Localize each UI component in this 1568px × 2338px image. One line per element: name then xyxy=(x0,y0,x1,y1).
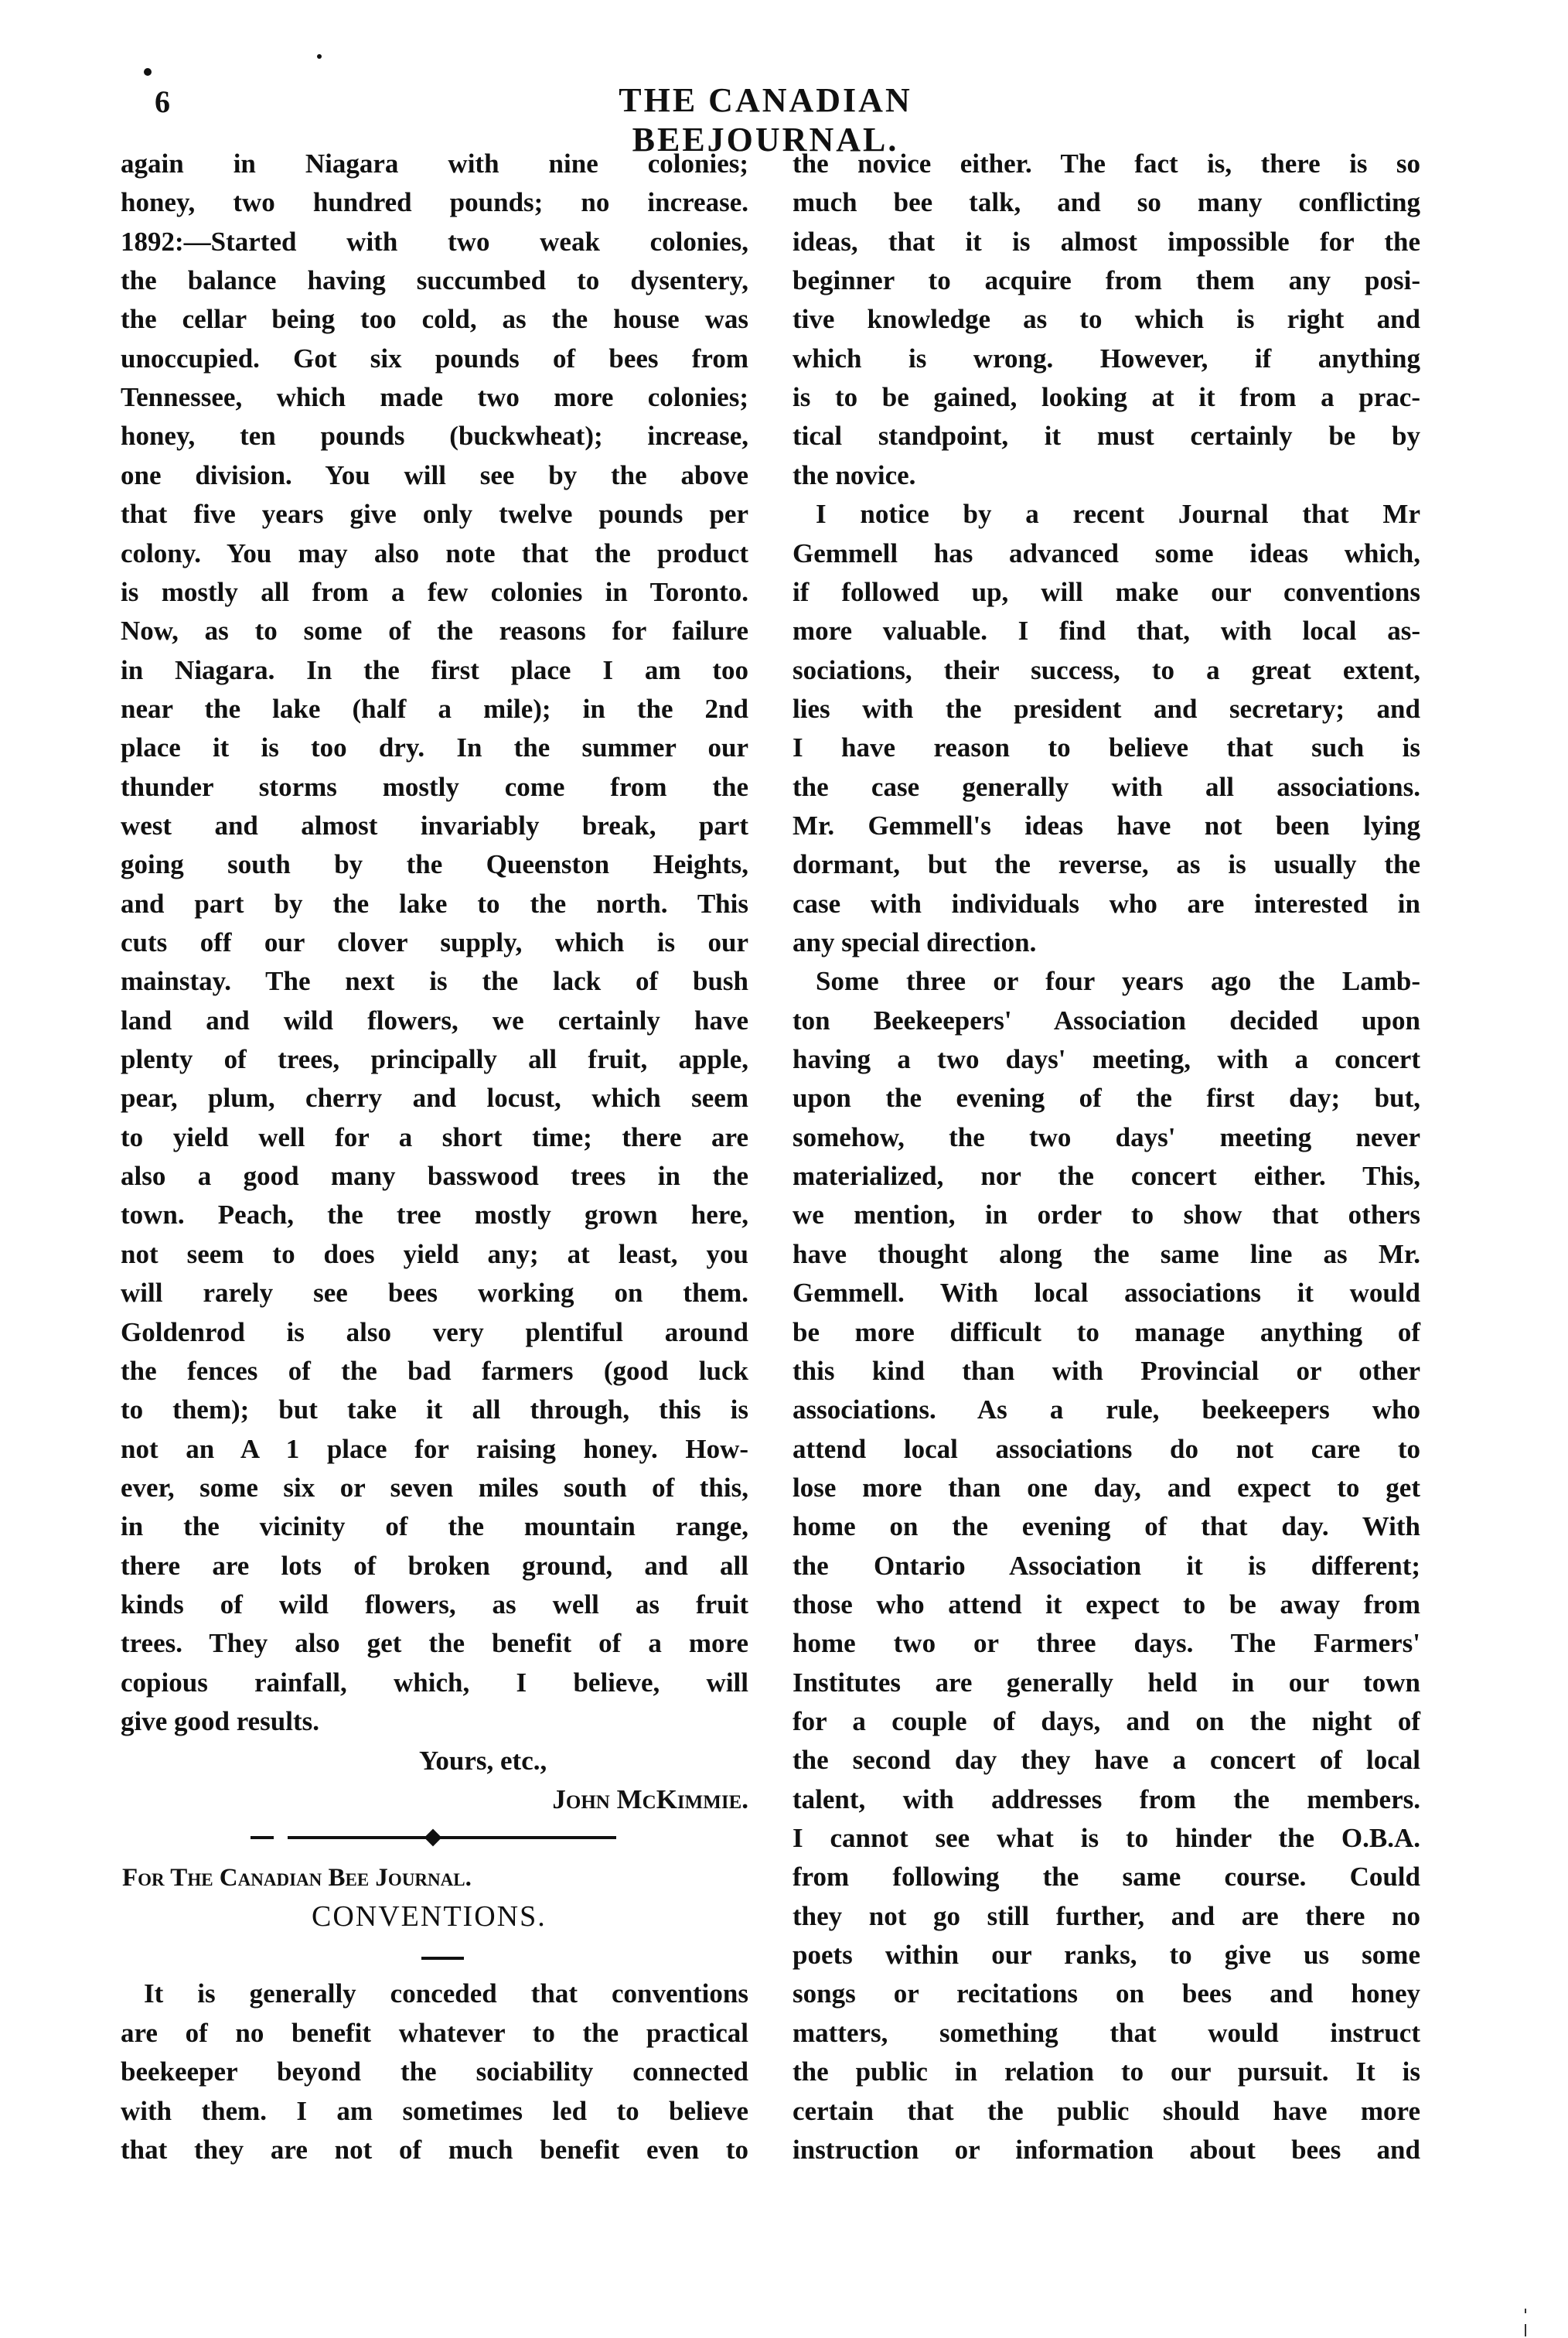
text-line: I notice by a recent Journal that Mr xyxy=(816,499,1420,530)
page-number: 6 xyxy=(155,84,170,119)
text-line: in the vicinity of the mountain range, xyxy=(121,1511,748,1542)
text-line: for a couple of days, and on the night of xyxy=(793,1706,1420,1736)
text-line: sociations, their success, to a great extent, xyxy=(793,654,1420,685)
text-line: having a two days' meeting, with a concert xyxy=(793,1044,1420,1075)
text-line: the Ontario Association it is different; xyxy=(793,1550,1420,1581)
text-line: the public in relation to our pursuit. It is xyxy=(793,2056,1420,2087)
text-line: any special direction. xyxy=(793,927,1037,957)
text-line: 1892:—Started with two weak colonies, xyxy=(121,226,748,257)
text-line: matters, something that would instruct xyxy=(793,2017,1420,2048)
text-line: home two or three days. The Farmers' xyxy=(793,1628,1420,1659)
text-line: the second day they have a concert of local xyxy=(793,1745,1420,1776)
article-title: CONVENTIONS. xyxy=(312,1900,547,1933)
text-line: tical standpoint, it must certainly be by xyxy=(793,421,1420,452)
text-line: ever, some six or seven miles south of this, xyxy=(121,1472,748,1503)
text-line: mainstay. The next is the lack of bush xyxy=(121,966,748,997)
text-line: we mention, in order to show that others xyxy=(793,1200,1420,1230)
text-line: and part by the lake to the north. This xyxy=(121,888,748,919)
text-line: ideas, that it is almost impossible for the xyxy=(793,226,1420,257)
text-line: give good results. xyxy=(121,1706,319,1736)
title-rule xyxy=(421,1957,464,1960)
text-line: colony. You may also note that the product xyxy=(121,538,748,568)
text-line: honey, ten pounds (buckwheat); increase, xyxy=(121,421,748,452)
text-line: to them); but take it all through, this is xyxy=(121,1394,748,1425)
text-line: Tennessee, which made two more colonies; xyxy=(121,382,748,413)
letter-closing: Yours, etc., xyxy=(419,1746,547,1776)
text-line: one division. You will see by the above xyxy=(121,459,748,490)
text-line: much bee talk, and so many conflicting xyxy=(793,187,1420,218)
text-line: not an A 1 place for raising honey. How- xyxy=(121,1433,748,1464)
text-line: instruction or information about bees and xyxy=(793,2134,1420,2165)
text-line: near the lake (half a mile); in the 2nd xyxy=(121,693,748,724)
text-line: home on the evening of that day. With xyxy=(793,1511,1420,1542)
text-line: lose more than one day, and expect to get xyxy=(793,1472,1420,1503)
text-line: also a good many basswood trees in the xyxy=(121,1161,748,1192)
text-line: Now, as to some of the reasons for failure xyxy=(121,616,748,647)
text-line: pear, plum, cherry and locust, which seem xyxy=(121,1083,748,1114)
letter-signature: John McKimmie. xyxy=(552,1784,748,1814)
text-line: if followed up, will make our conventions xyxy=(793,576,1420,607)
text-line: beginner to acquire from them any posi- xyxy=(793,265,1420,296)
print-speck xyxy=(144,68,152,76)
text-line: Goldenrod is also very plentiful around xyxy=(121,1316,748,1347)
print-speck xyxy=(317,54,322,59)
text-line: is to be gained, looking at it from a prac- xyxy=(793,382,1420,413)
text-line: Mr. Gemmell's ideas have not been lying xyxy=(793,810,1420,841)
text-line: lies with the president and secretary; and xyxy=(793,693,1420,724)
text-line: are of no benefit whatever to the practical xyxy=(121,2017,748,2048)
text-line: town. Peach, the tree mostly grown here, xyxy=(121,1200,748,1230)
text-line: the cellar being too cold, as the house was xyxy=(121,304,748,335)
text-line: certain that the public should have more xyxy=(793,2095,1420,2126)
text-line: honey, two hundred pounds; no increase. xyxy=(121,187,748,218)
text-line: this kind than with Provincial or other xyxy=(793,1355,1420,1386)
text-line: to yield well for a short time; there are xyxy=(121,1121,748,1152)
text-line: that five years give only twelve pounds per xyxy=(121,499,748,530)
text-line: I cannot see what is to hinder the O.B.A. xyxy=(793,1823,1420,1854)
text-line: unoccupied. Got six pounds of bees from xyxy=(121,343,748,374)
text-line: in Niagara. In the first place I am too xyxy=(121,654,748,685)
text-line: with them. I am sometimes led to believe xyxy=(121,2095,748,2126)
text-line: upon the evening of the first day; but, xyxy=(793,1083,1420,1114)
text-line: will rarely see bees working on them. xyxy=(121,1278,748,1309)
text-line: the novice. xyxy=(793,459,916,490)
scan-mark xyxy=(1525,2324,1526,2336)
article-byline: For The Canadian Bee Journal. xyxy=(122,1864,472,1892)
text-line: attend local associations do not care to xyxy=(793,1433,1420,1464)
text-line: materialized, nor the concert either. This, xyxy=(793,1161,1420,1192)
text-line: those who attend it expect to be away from xyxy=(793,1589,1420,1620)
text-line: plenty of trees, principally all fruit, apple, xyxy=(121,1044,748,1075)
text-line: songs or recitations on bees and honey xyxy=(793,1978,1420,2009)
text-line: kinds of wild flowers, as well as fruit xyxy=(121,1589,748,1620)
text-line: they not go still further, and are there no xyxy=(793,1900,1420,1931)
text-line: Institutes are generally held in our town xyxy=(793,1667,1420,1698)
text-line: the fences of the bad farmers (good luck xyxy=(121,1355,748,1386)
text-line: again in Niagara with nine colonies; xyxy=(121,148,748,179)
text-line: ton Beekeepers' Association decided upon xyxy=(793,1005,1420,1036)
text-line: land and wild flowers, we certainly have xyxy=(121,1005,748,1036)
text-line: somehow, the two days' meeting never xyxy=(793,1121,1420,1152)
text-line: the case generally with all associations. xyxy=(793,771,1420,802)
text-line: talent, with addresses from the members. xyxy=(793,1783,1420,1814)
text-line: dormant, but the reverse, as is usually the xyxy=(793,849,1420,880)
text-line: the novice either. The fact is, there is so xyxy=(793,148,1420,179)
text-line: poets within our ranks, to give us some xyxy=(793,1940,1420,1971)
text-line: thunder storms mostly come from the xyxy=(121,771,748,802)
text-line: cuts off our clover supply, which is our xyxy=(121,927,748,957)
text-line: I have reason to believe that such is xyxy=(793,732,1420,763)
text-line: place it is too dry. In the summer our xyxy=(121,732,748,763)
text-line: the balance having succumbed to dysentery, xyxy=(121,265,748,296)
text-line: west and almost invariably break, part xyxy=(121,810,748,841)
text-line: more valuable. I find that, with local as- xyxy=(793,616,1420,647)
text-line: Gemmell. With local associations it would xyxy=(793,1278,1420,1309)
text-line: which is wrong. However, if anything xyxy=(793,343,1420,374)
text-line: be more difficult to manage anything of xyxy=(793,1316,1420,1347)
text-line: tive knowledge as to which is right and xyxy=(793,304,1420,335)
text-line: trees. They also get the benefit of a more xyxy=(121,1628,748,1659)
running-title: THE CANADIAN BEEJOURNAL. xyxy=(619,81,912,159)
text-line: copious rainfall, which, I believe, will xyxy=(121,1667,748,1698)
scan-mark xyxy=(1525,2309,1526,2313)
text-line: going south by the Queenston Heights, xyxy=(121,849,748,880)
text-line: Some three or four years ago the Lamb- xyxy=(816,966,1420,997)
text-line: have thought along the same line as Mr. xyxy=(793,1238,1420,1269)
text-line: from following the same course. Could xyxy=(793,1862,1420,1893)
text-line: case with individuals who are interested in xyxy=(793,888,1420,919)
text-line: there are lots of broken ground, and all xyxy=(121,1550,748,1581)
text-line: It is generally conceded that conventions xyxy=(144,1978,748,2009)
text-line: beekeeper beyond the sociability connected xyxy=(121,2056,748,2087)
text-line: Gemmell has advanced some ideas which, xyxy=(793,538,1420,568)
text-line: that they are not of much benefit even to xyxy=(121,2134,748,2165)
text-line: associations. As a rule, beekeepers who xyxy=(793,1394,1420,1425)
text-line: is mostly all from a few colonies in Toronto. xyxy=(121,576,748,607)
text-line: not seem to does yield any; at least, you xyxy=(121,1238,748,1269)
